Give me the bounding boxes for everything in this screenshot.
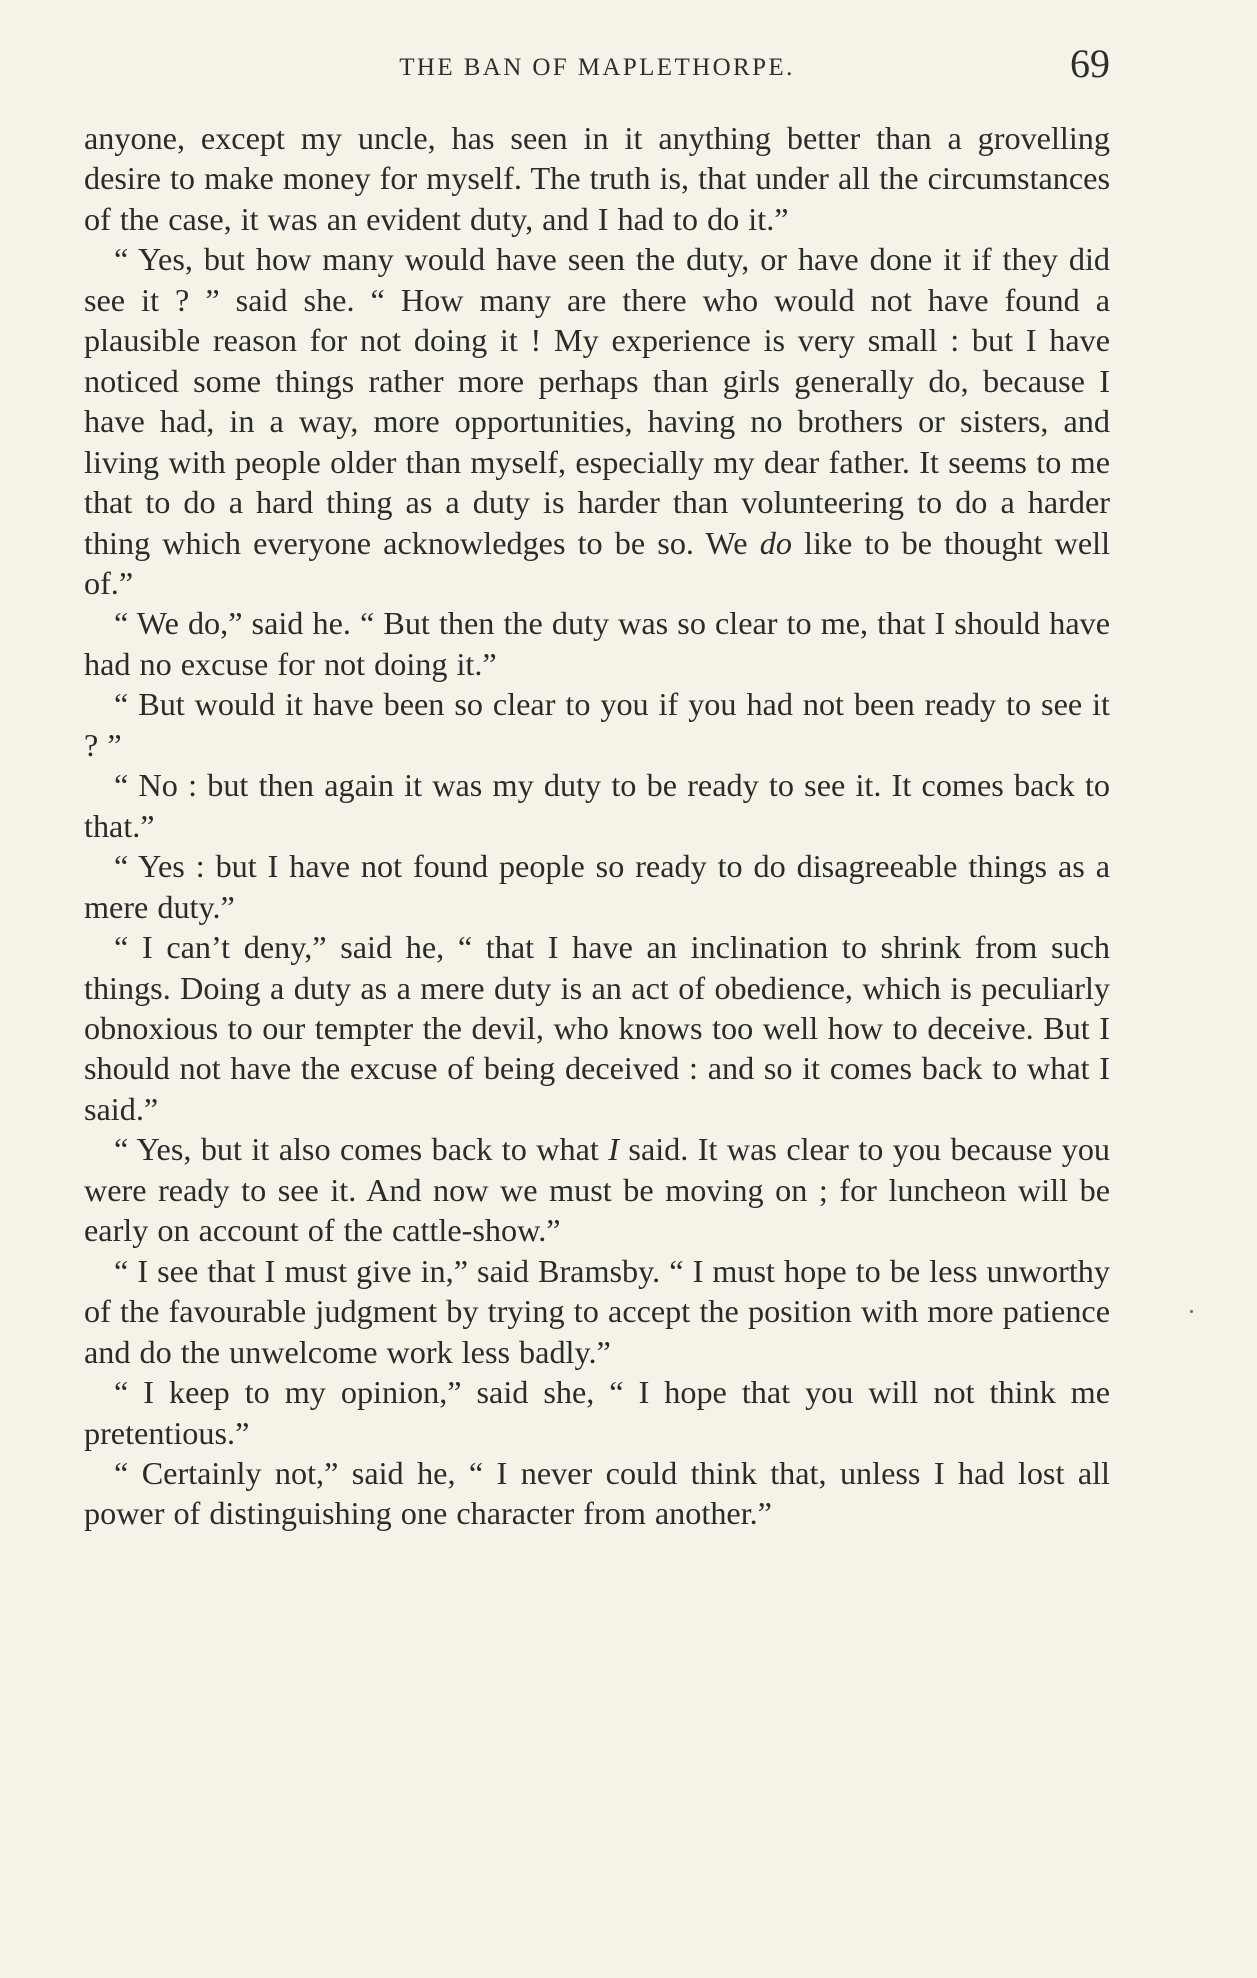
paragraph [84,118,1110,239]
paragraph [84,239,1110,603]
paragraph-text: “ Yes : but I have not found people so ready to do disagreeable things as a mere duty.” [84,848,1110,925]
paragraph [84,1251,1110,1372]
paragraph [84,1453,1110,1534]
body-text [84,118,1110,1534]
paragraph-text: anyone, except my uncle, has seen in it anything better than a grovelling desire to make money for myself. The truth is, that under all the circumstances of the case, it was an evident duty, and I had to do it.” [84,120,1110,237]
paragraph [84,927,1110,1129]
paragraph-text-after: said. It was clear to you because you were ready to see it. And now we must be moving on ; for luncheon will be early on account of the cattle-show.” [84,1131,1111,1249]
paragraph-text: “ No : but then again it was my duty to be ready to see it. It comes back to that.” [84,767,1110,844]
italic-word: do [759,524,792,561]
paragraph-text: “ But would it have been so clear to you if you had not been ready to see it ? ” [84,686,1110,763]
paragraph-text: “ Certainly not,” said he, “ I never could think that, unless I had lost all power of distinguishing one character from another.” [84,1454,1110,1532]
paragraph-text: “ I keep to my opinion,” said she, “ I hope that you will not think me pretentious.” [84,1374,1110,1451]
paragraph-text: “ We do,” said he. “ But then the duty was so clear to me, that I should have had no excuse for not doing it.” [84,605,1110,682]
paragraph [84,1372,1110,1453]
page-number: 69 [1070,41,1110,86]
paragraph-text: “ I can’t deny,” said he, “ that I have an inclination to shrink from such things. Doing a duty as a mere duty is an act of obedience, which is peculiarly obnoxious to our tempter the devil, who knows too well how to deceive. But I should not have the excuse of being deceived : and so it comes back to what I said.” [84,929,1110,1127]
paragraph [84,765,1110,846]
paragraph-text: “ Yes, but it also comes back to what [114,1131,599,1168]
paragraph [84,603,1110,684]
paragraph-text: “ Yes, but how many would have seen the duty, or have done it if they did see it ? ” said she. “ How many are there who would not have found a plausible reason for not doing it ! My experience is very small : but I have noticed some things rather more perhaps than girls generally do, because I have had, in a way, more opportunities, having no brothers or sisters, and living with people older than myself, especially my dear father. It seems to me that to do a hard thing as a duty is harder than volunteering to do a harder thing which everyone acknowledges to be so. We [84,241,1110,561]
running-title: THE BAN OF MAPLETHORPE. [399,54,795,81]
paragraph [84,684,1110,765]
paragraph [84,846,1110,927]
italic-word: I [608,1131,619,1168]
paragraph-text-after: like to be thought well of.” [84,524,1111,601]
print-speck [1190,1310,1193,1313]
paragraph-text: “ I see that I must give in,” said Bramsby. “ I must hope to be less unworthy of the favourable judgment by trying to accept the position with more patience and do the unwelcome work less badly.” [84,1252,1110,1370]
paragraph [84,1129,1110,1250]
running-head [84,40,1110,90]
